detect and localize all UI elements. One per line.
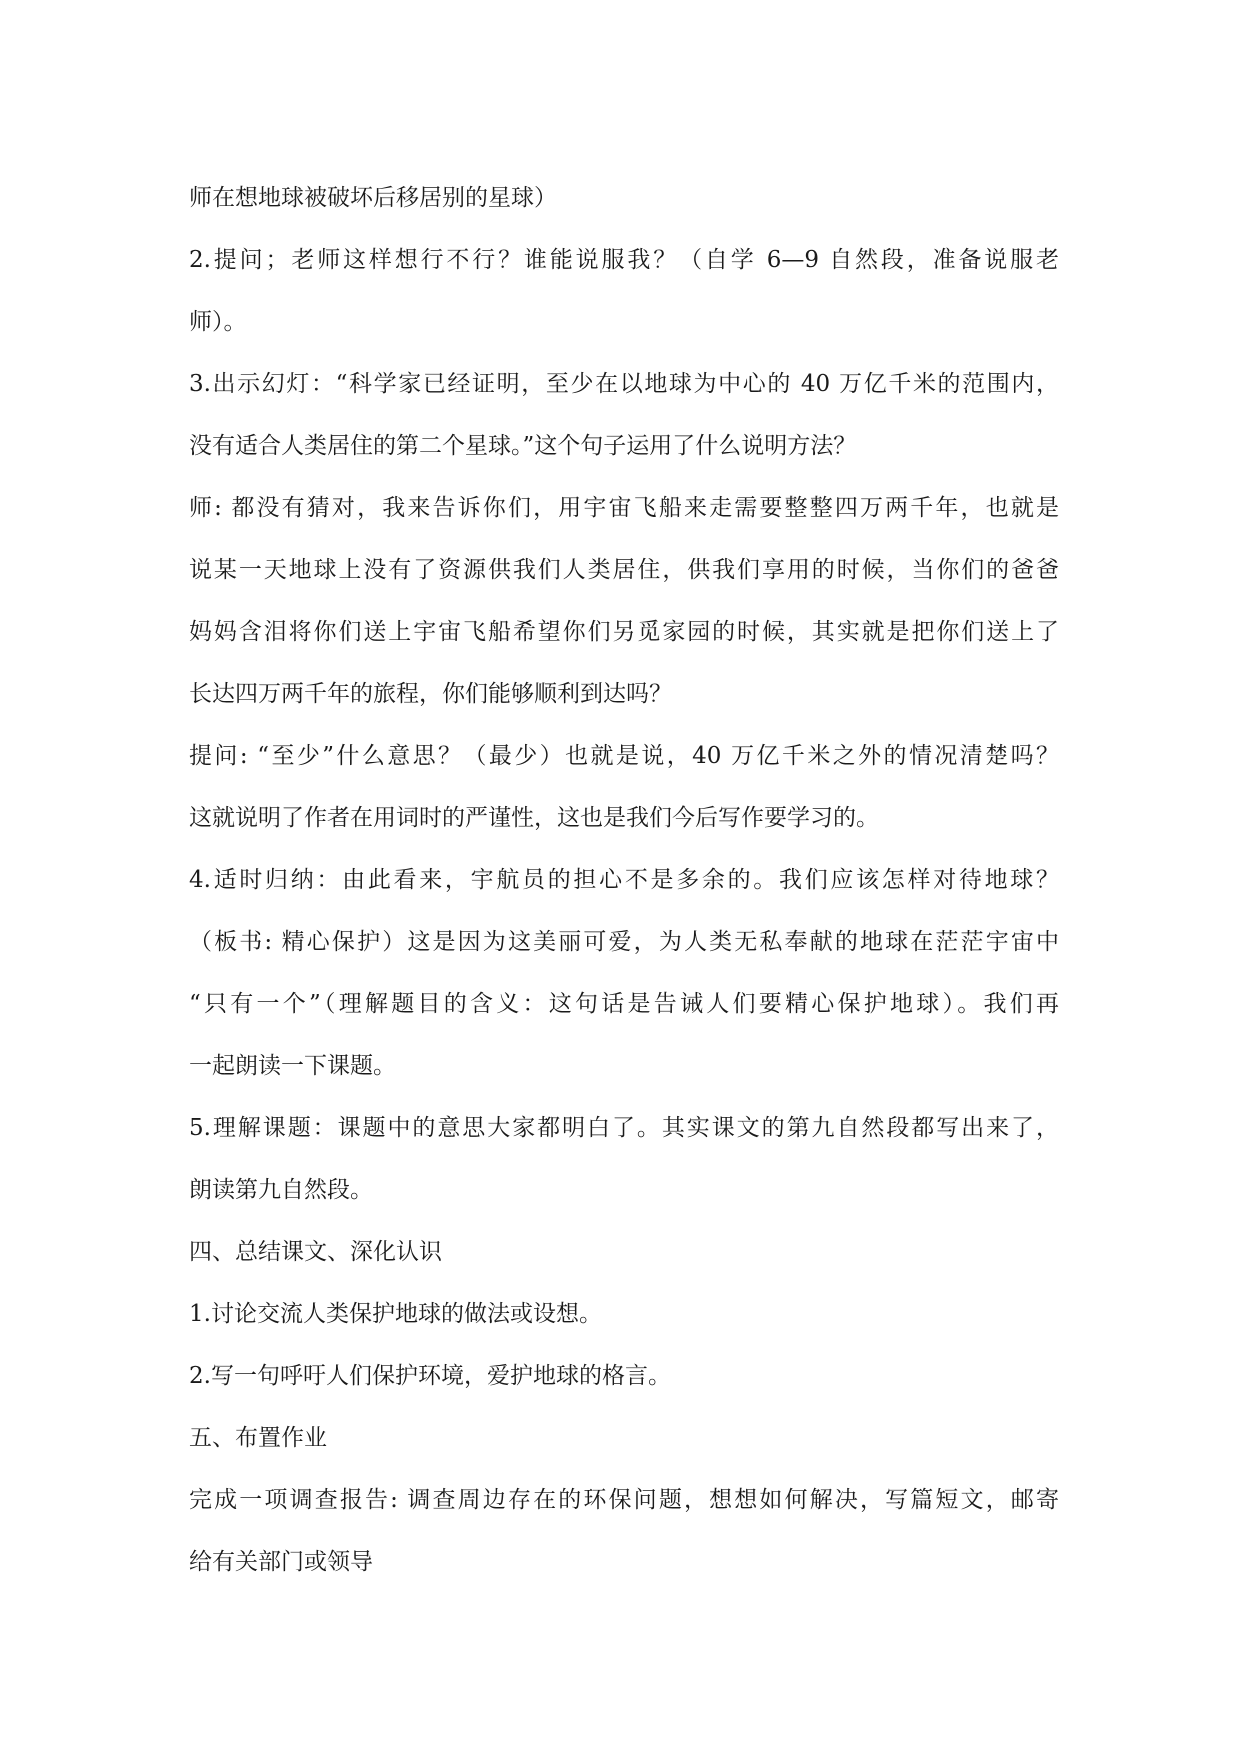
text-line: 2.写一句呼吁人们保护环境，爱护地球的格言。	[189, 1363, 671, 1389]
text-line: 妈妈含泪将你们送上宇宙飞船希望你们另觅家园的时候，其实就是把你们送上了	[189, 619, 1059, 645]
text-line: 师在想地球被破坏后移居别的星球）	[189, 185, 557, 211]
text-line: 朗读第九自然段。	[189, 1177, 373, 1203]
text-line: 提问: “至少”什么意思？（最少）也就是说，40 万亿千米之外的情况清楚吗？	[189, 743, 1059, 769]
text-line: 师）。	[189, 309, 247, 335]
text-line: 3.出示幻灯：“科学家已经证明，至少在以地球为中心的 40 万亿千米的范围内，	[189, 371, 1059, 397]
text-line: 没有适合人类居住的第二个星球。”这个句子运用了什么说明方法？	[189, 433, 857, 459]
text-line: 5.理解课题：课题中的意思大家都明白了。其实课文的第九自然段都写出来了，	[189, 1115, 1059, 1141]
text-line: 2.提问；老师这样想行不行？谁能说服我？（自学 6—9 自然段，准备说服老	[189, 247, 1059, 273]
text-line: 1.讨论交流人类保护地球的做法或设想。	[189, 1301, 602, 1327]
section-heading: 四、总结课文、深化认识	[189, 1239, 442, 1265]
text-line: 一起朗读一下课题。	[189, 1053, 396, 1079]
text-line: 4.适时归纳：由此看来，宇航员的担心不是多余的。我们应该怎样对待地球？	[189, 867, 1059, 893]
text-line: “只有一个”（理解题目的含义：这句话是告诫人们要精心保护地球）。我们再	[189, 991, 1059, 1017]
text-line: 完成一项调查报告: 调查周边存在的环保问题，想想如何解决，写篇短文，邮寄	[189, 1487, 1059, 1513]
text-line: 说某一天地球上没有了资源供我们人类居住，供我们享用的时候，当你们的爸爸	[189, 557, 1059, 583]
document-body	[189, 167, 1059, 1593]
section-heading: 五、布置作业	[189, 1425, 327, 1451]
text-line: 师: 都没有猜对，我来告诉你们，用宇宙飞船来走需要整整四万两千年，也就是	[189, 495, 1059, 521]
text-line: 长达四万两千年的旅程，你们能够顺利到达吗？	[189, 681, 672, 707]
text-line: 给有关部门或领导	[189, 1549, 373, 1575]
text-line: 这就说明了作者在用词时的严谨性，这也是我们今后写作要学习的。	[189, 805, 879, 831]
text-line: （板书: 精心保护）这是因为这美丽可爱，为人类无私奉献的地球在茫茫宇宙中	[189, 929, 1059, 955]
